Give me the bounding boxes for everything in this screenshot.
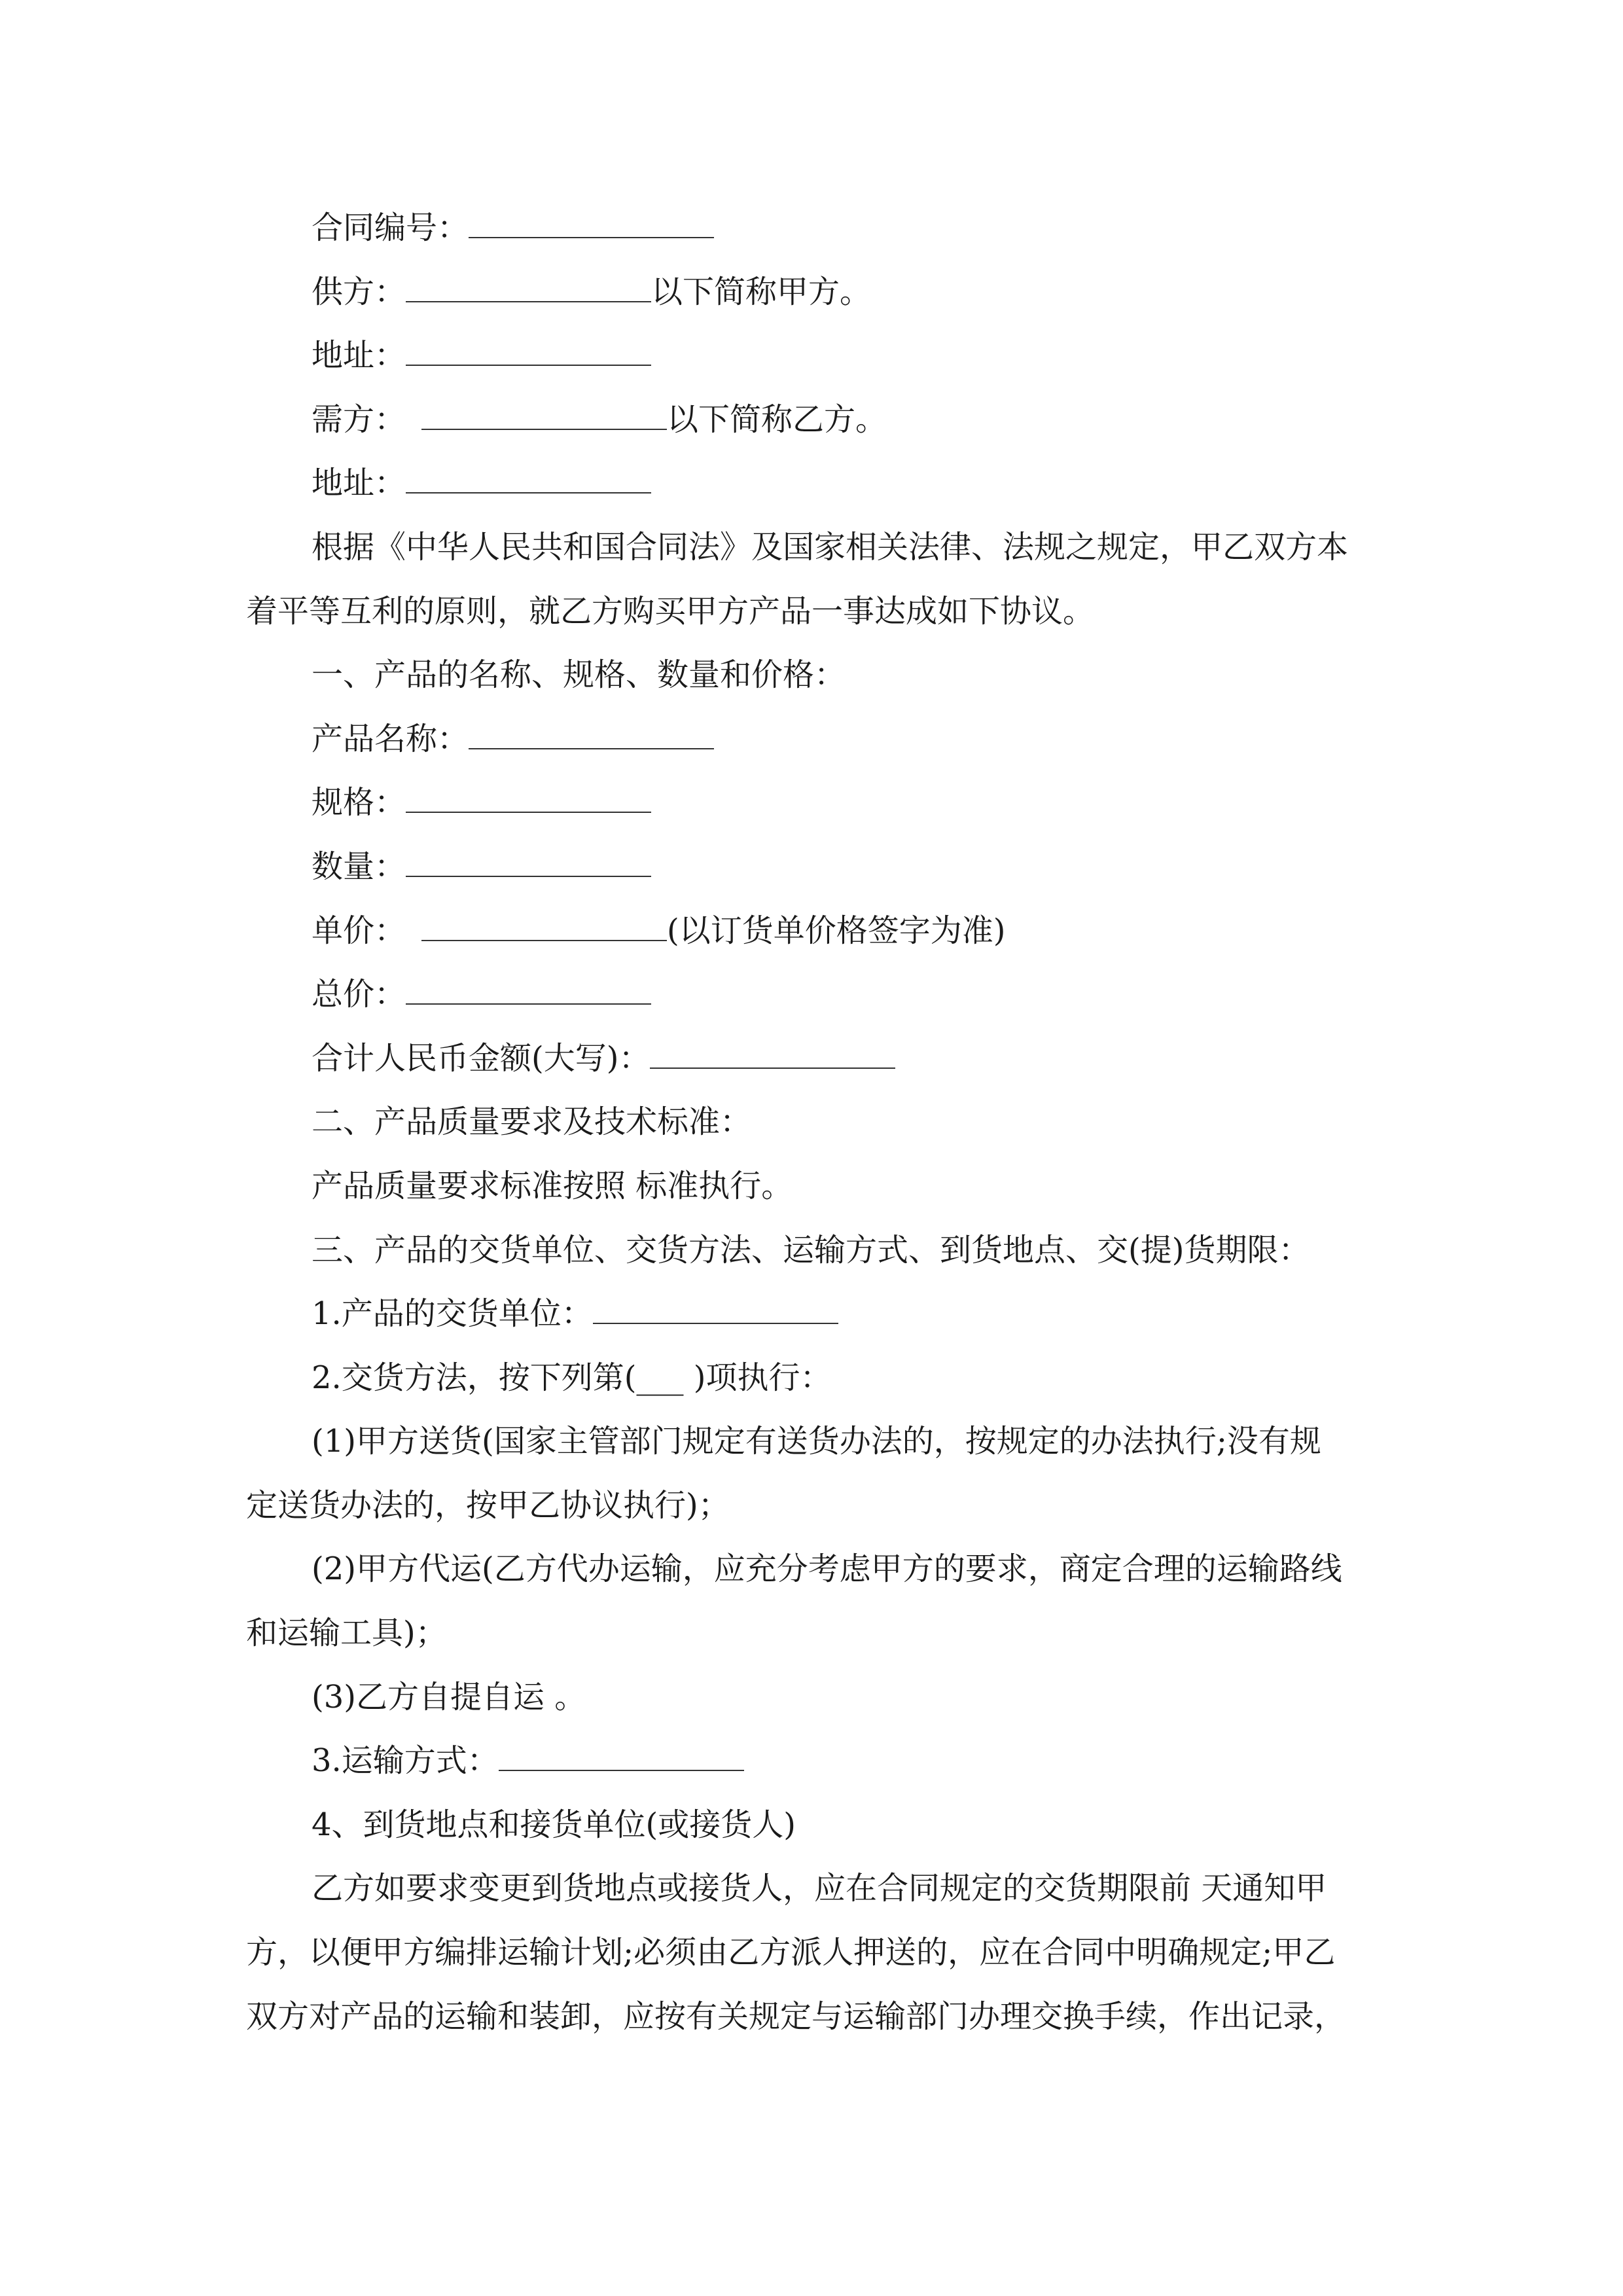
section-3-title: 三、产品的交货单位、交货方法、运输方式、到货地点、交(提)货期限： [312, 1231, 1310, 1268]
section-2-title: 二、产品质量要求及技术标准： [312, 1103, 752, 1141]
intro-line-2: 着平等互利的原则，就乙方购买甲方产品一事达成如下协议。 [246, 592, 1095, 630]
product-name-line [246, 708, 1378, 772]
unit-price-label: 单价： [312, 912, 406, 949]
change-line-2: 方，以便甲方编排运输计划;必须由乙方派人押送的，应在合同中明确规定;甲乙 [246, 1934, 1336, 1971]
transport-method-line [246, 1729, 1378, 1793]
unit-price-blank [421, 914, 667, 941]
section-1-title: 一、产品的名称、规格、数量和价格： [312, 656, 846, 694]
buyer-suffix: 以下简称乙方。 [667, 401, 887, 438]
contract-no-blank [469, 211, 714, 238]
rmb-amount-label: 合计人民币金额(大写)： [312, 1039, 651, 1077]
total-price-label: 总价： [312, 976, 406, 1013]
option-1-line-2: 定送货办法的，按甲乙协议执行)； [246, 1486, 730, 1524]
section-2-text: 产品质量要求标准按照 标准执行。 [312, 1167, 793, 1204]
buyer-line [246, 388, 1378, 452]
contract-body [246, 196, 1378, 2049]
contract-no-label: 合同编号： [312, 209, 469, 246]
supplier-suffix: 以下简称甲方。 [651, 273, 872, 310]
destination-line: 4、到货地点和接货单位(或接货人) [312, 1806, 796, 1843]
spec-blank [406, 785, 651, 813]
buyer-address-line [246, 452, 1378, 516]
option-2-line-1: (2)甲方代运(乙方代办运输，应充分考虑甲方的要求，商定合理的运输路线 [312, 1551, 1342, 1588]
supplier-line [246, 260, 1378, 325]
supplier-address-line [246, 324, 1378, 388]
option-2-line-2: 和运输工具)； [246, 1615, 447, 1652]
buyer-address-label: 地址： [312, 465, 406, 502]
supplier-address-label: 地址： [312, 337, 406, 374]
change-line-1: 乙方如要求变更到货地点或接货人，应在合同规定的交货期限前 天通知甲 [312, 1870, 1327, 1907]
total-price-line [246, 963, 1378, 1027]
delivery-unit-label: 1.产品的交货单位： [312, 1295, 593, 1333]
unit-price-line [246, 899, 1378, 963]
supplier-blank [406, 275, 651, 302]
transport-method-label: 3.运输方式： [312, 1742, 499, 1780]
contract-no-line [246, 196, 1378, 260]
quantity-line [246, 835, 1378, 899]
product-name-blank [469, 722, 714, 749]
intro-line-1: 根据《中华人民共和国合同法》及国家相关法律、法规之规定，甲乙双方本 [312, 528, 1349, 565]
supplier-label: 供方： [312, 273, 406, 310]
delivery-method-line: 2.交货方法，按下列第(___ )项执行： [312, 1359, 832, 1396]
rmb-amount-line [246, 1027, 1378, 1091]
option-1-line-1: (1)甲方送货(国家主管部门规定有送货办法的，按规定的办法执行;没有规 [312, 1423, 1321, 1460]
spec-label: 规格： [312, 784, 406, 821]
total-price-blank [406, 977, 651, 1005]
spec-line [246, 771, 1378, 835]
product-name-label: 产品名称： [312, 720, 469, 757]
change-line-3: 双方对产品的运输和装卸，应按有关规定与运输部门办理交换手续，作出记录， [246, 1998, 1346, 2035]
option-3-line: (3)乙方自提自运 。 [312, 1678, 586, 1715]
quantity-blank [406, 850, 651, 877]
delivery-unit-line [246, 1282, 1378, 1346]
buyer-blank [421, 403, 667, 430]
transport-method-blank [499, 1744, 744, 1771]
rmb-amount-blank [650, 1041, 895, 1069]
buyer-address-blank [406, 466, 651, 493]
delivery-unit-blank [593, 1297, 838, 1324]
supplier-address-blank [406, 338, 651, 366]
quantity-label: 数量： [312, 848, 406, 885]
buyer-label: 需方： [312, 401, 406, 438]
unit-price-note: (以订货单价格签字为准) [667, 912, 1006, 949]
